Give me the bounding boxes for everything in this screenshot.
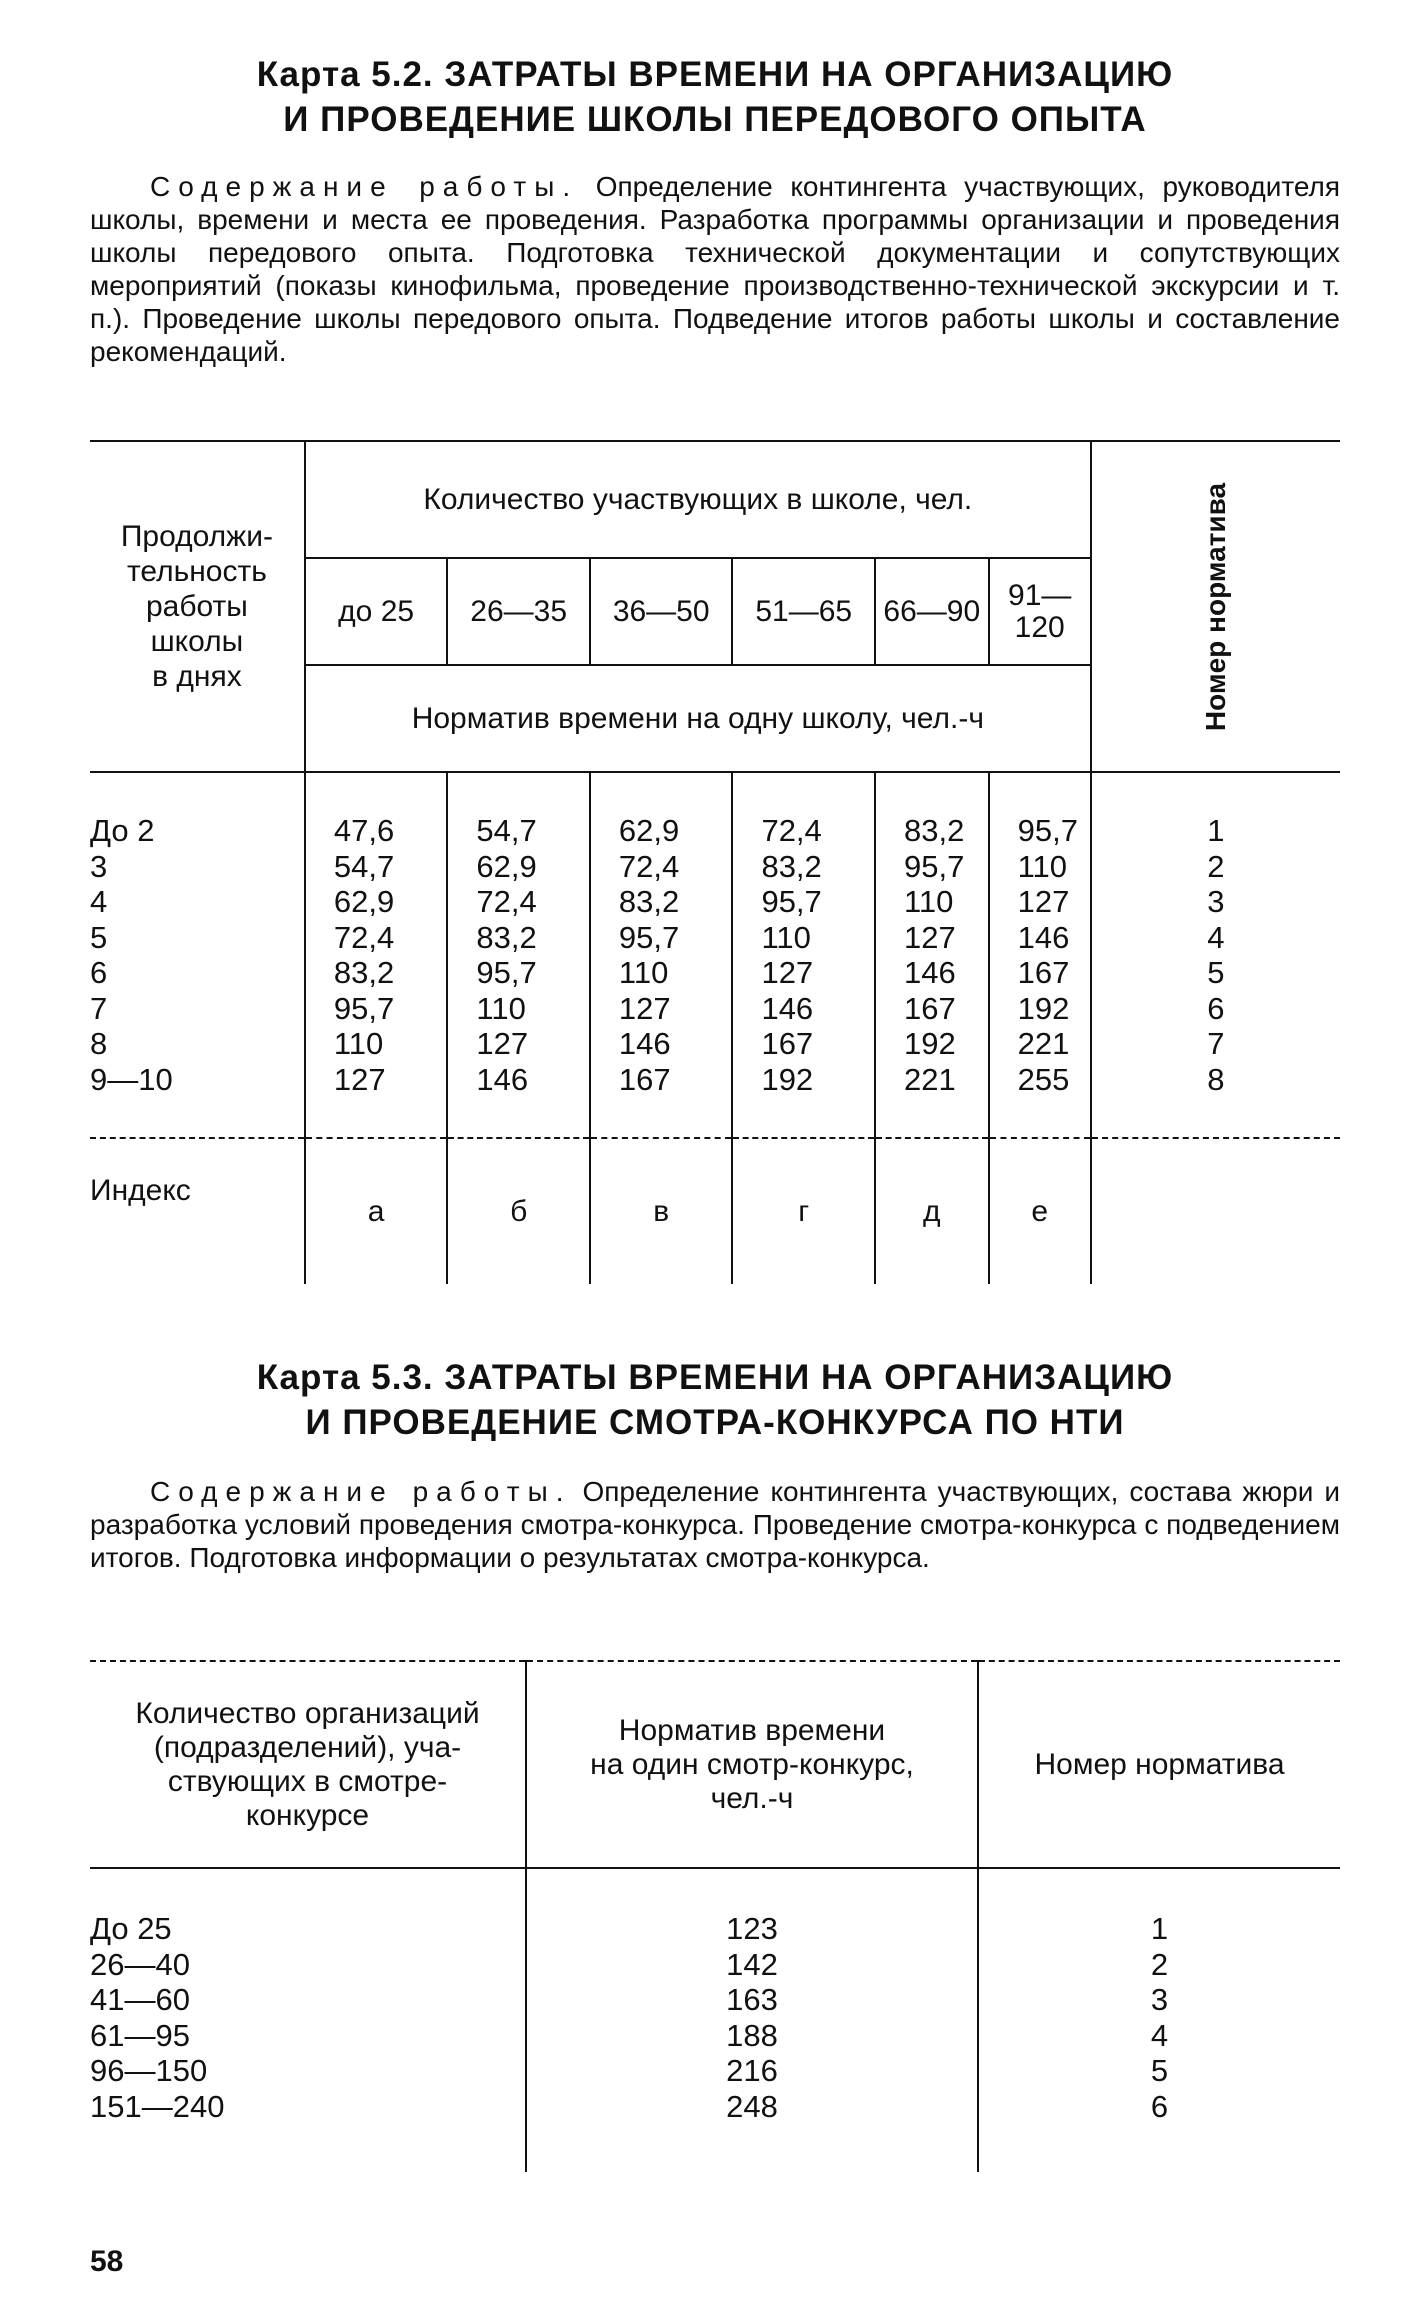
norm-value-cell: 83,2 — [333, 955, 395, 990]
norm-value-cell: 110 — [618, 955, 669, 990]
norm-number-cell: 2 — [1150, 1946, 1169, 1982]
norm-value-cell: 221 — [903, 1061, 956, 1097]
norm-number-cell: 5 — [1150, 2053, 1169, 2088]
index-letter: б — [447, 1138, 590, 1284]
card-5-2-title-line2: И ПРОВЕДЕНИЕ ШКОЛЫ ПЕРЕДОВОГО ОПЫТА — [283, 100, 1147, 139]
norm-value-cell: 110 — [903, 884, 954, 919]
norm-value-cell: 192 — [761, 1061, 814, 1097]
card-5-2-content-label: Содержание работы. — [150, 171, 579, 202]
days-cell: 9—10 — [90, 1061, 173, 1097]
norm-value-cell: 83,2 — [476, 919, 537, 955]
value-column — [875, 772, 989, 1138]
norm-value-cell: 110 — [1017, 848, 1068, 884]
norm-value-cell: 167 — [618, 1061, 671, 1097]
norm-value-cell: 62,9 — [333, 884, 395, 919]
index-letter: д — [875, 1138, 989, 1284]
index-letter: е — [989, 1138, 1091, 1284]
value-column — [732, 772, 875, 1138]
index-letter: а — [305, 1138, 448, 1284]
norm-value-cell: 83,2 — [761, 848, 822, 884]
col-header-norm-number: Номер норматива — [978, 1661, 1340, 1868]
norm-value-cell: 127 — [333, 1061, 386, 1097]
days-cell: 5 — [90, 919, 108, 955]
norm-value-cell: 127 — [476, 1026, 529, 1061]
norm-value-cell: 127 — [618, 990, 671, 1026]
row-header-line: школы — [150, 625, 244, 658]
data-rows — [90, 772, 1340, 1138]
norm-number-header — [1091, 441, 1340, 772]
norm-value-cell: 146 — [903, 955, 956, 990]
days-cell: 3 — [90, 848, 108, 884]
card-5-3-content-label: Содержание работы. — [150, 1476, 572, 1507]
row-header-line: в днях — [152, 660, 242, 693]
norm-value-cell: 221 — [1017, 1026, 1070, 1061]
index-letter: г — [732, 1138, 875, 1284]
unit-header: Норматив времени на одну школу, чел.-ч — [411, 701, 984, 735]
norm-value-cell: 146 — [761, 990, 814, 1026]
norm-value-cell: 167 — [903, 990, 956, 1026]
norm-value-cell: 142 — [726, 1946, 778, 1982]
count-cell: 41—60 — [90, 1982, 190, 2017]
col-header-line: ствующих в смотре- — [167, 1764, 448, 1798]
norm-value-cell: 146 — [476, 1061, 529, 1097]
value-column — [305, 772, 448, 1138]
row-header-line: Продолжи- — [120, 520, 273, 553]
norm-number-cell: 4 — [1150, 2017, 1169, 2053]
norm-value-cell: 167 — [1017, 955, 1070, 990]
days-cell: 6 — [90, 955, 108, 990]
norm-value-cell: 95,7 — [476, 955, 537, 990]
norm-number-cell: 1 — [1207, 813, 1225, 848]
count-cell: 96—150 — [90, 2053, 208, 2088]
norm-value-cell: 188 — [726, 2017, 778, 2053]
norm-value-cell: 95,7 — [761, 884, 822, 919]
index-empty — [1091, 1138, 1340, 1284]
norm-value-cell: 127 — [903, 919, 956, 955]
days-cell: До 2 — [90, 813, 155, 848]
col-header-line: на один смотр-конкурс, — [590, 1747, 914, 1781]
days-column — [90, 772, 305, 1138]
norm-number-cell: 8 — [1207, 1061, 1225, 1097]
value-column — [447, 772, 590, 1138]
norm-value-cell: 72,4 — [333, 919, 395, 955]
group-header-participants: Количество участвующих в школе, чел. — [305, 441, 1091, 558]
norm-value-cell: 83,2 — [618, 884, 680, 919]
range-header: до 25 — [305, 558, 448, 665]
col-header-line: чел.-ч — [710, 1781, 794, 1815]
col-header-line: конкурсе — [245, 1798, 370, 1832]
col-header-time-norm — [526, 1661, 978, 1868]
norm-number-column — [1091, 772, 1340, 1138]
norm-value-cell: 72,4 — [476, 884, 537, 919]
numbers-column — [978, 1868, 1340, 2172]
norm-number-cell: 7 — [1207, 1026, 1225, 1061]
norm-value-cell: 95,7 — [903, 848, 965, 884]
norm-value-cell: 54,7 — [476, 813, 537, 848]
norm-value-cell: 127 — [1017, 884, 1070, 919]
norm-value-cell: 163 — [726, 1982, 778, 2017]
page-number: 58 — [90, 2245, 124, 2278]
card-5-3-content-text: Определение контингента участвующих, состава жюри и разработка условий проведения смотра-конкурса. Проведение смотра-конкурса с подведением итогов. Подготовка информации о результатах смотра-конкурса. — [90, 1476, 1340, 1573]
norm-value-cell: 123 — [726, 1911, 778, 1946]
counts-column — [90, 1868, 526, 2172]
row-header-line: работы — [145, 590, 248, 623]
col-header-line: Количество организаций — [135, 1696, 480, 1730]
card-5-2-content-text: Определение контингента участвующих, руководителя школы, времени и места ее проведения. Разработка программы организации и проведения школы передового опыта. Подготовка технической документации и сопутствующих мероприятий (показы кинофильма, проведение производственно-технической экскурсии и т. п.). Проведение школы передового опыта. Подведение итогов работы школы и составление рекомендаций. — [90, 171, 1340, 367]
norm-value-cell: 146 — [1017, 919, 1070, 955]
count-cell: 61—95 — [90, 2017, 190, 2053]
card-5-2-content — [90, 170, 1340, 368]
card-5-2-table — [90, 440, 1340, 1284]
norm-number-cell: 6 — [1150, 2088, 1169, 2124]
norm-number-cell: 1 — [1150, 1911, 1169, 1946]
range-header: 66—90 — [875, 558, 989, 665]
index-row — [90, 1138, 1340, 1284]
norm-value-cell: 72,4 — [761, 813, 822, 848]
count-cell: До 25 — [90, 1911, 172, 1946]
norm-value-cell: 110 — [476, 990, 526, 1026]
range-header: 91— 120 — [989, 558, 1091, 665]
range-header: 36—50 — [590, 558, 733, 665]
count-cell: 26—40 — [90, 1946, 190, 1982]
norm-value-cell: 146 — [618, 1026, 671, 1061]
norm-value-cell: 192 — [1017, 990, 1070, 1026]
range-header: 51—65 — [732, 558, 875, 665]
norm-value-cell: 83,2 — [903, 813, 965, 848]
col-header-line: Норматив времени — [618, 1713, 886, 1747]
norms-column — [526, 1868, 978, 2172]
col-header-organizations — [90, 1661, 526, 1868]
row-header-duration — [90, 441, 305, 772]
card-5-3-title-line1: Карта 5.3. ЗАТРАТЫ ВРЕМЕНИ НА ОРГАНИЗАЦИЮ — [256, 1358, 1174, 1397]
col-header-line: (подразделений), уча- — [153, 1730, 462, 1764]
index-label: Индекс — [90, 1138, 305, 1284]
norm-value-cell: 54,7 — [333, 848, 395, 884]
card-5-3-table — [90, 1660, 1340, 2172]
norm-number-cell: 3 — [1207, 884, 1225, 919]
norm-value-cell: 62,9 — [476, 848, 537, 884]
norm-value-cell: 95,7 — [333, 990, 395, 1026]
norm-value-cell: 110 — [761, 919, 811, 955]
norm-value-cell: 127 — [761, 955, 814, 990]
norm-value-cell: 167 — [761, 1026, 814, 1061]
days-cell: 8 — [90, 1026, 108, 1061]
norm-number-cell: 3 — [1150, 1982, 1169, 2017]
norm-number-cell: 6 — [1207, 990, 1225, 1026]
card-5-3-title-line2: И ПРОВЕДЕНИЕ СМОТРА-КОНКУРСА ПО НТИ — [305, 1403, 1125, 1442]
card-5-2-title — [90, 52, 1340, 142]
norm-number-header-text: Номер норматива — [1199, 482, 1231, 731]
row-header-line: тельность — [127, 555, 267, 588]
norm-number-cell: 5 — [1207, 955, 1225, 990]
norm-number-cell: 2 — [1207, 848, 1225, 884]
norm-value-cell: 192 — [903, 1026, 956, 1061]
value-column — [989, 772, 1091, 1138]
value-column — [590, 772, 733, 1138]
norm-value-cell: 248 — [726, 2088, 778, 2124]
norm-value-cell: 72,4 — [618, 848, 680, 884]
norm-value-cell: 110 — [333, 1026, 384, 1061]
norm-value-cell: 255 — [1017, 1061, 1070, 1097]
data-rows — [90, 1868, 1340, 2172]
norm-value-cell: 95,7 — [618, 919, 680, 955]
card-5-3-content — [90, 1475, 1340, 1574]
range-header: 26—35 — [447, 558, 590, 665]
norm-value-cell: 95,7 — [1017, 813, 1078, 848]
count-cell: 151—240 — [90, 2088, 225, 2124]
days-cell: 4 — [90, 884, 108, 919]
norm-number-cell: 4 — [1207, 919, 1225, 955]
norm-value-cell: 47,6 — [333, 813, 395, 848]
norm-value-cell: 216 — [726, 2053, 778, 2088]
norm-value-cell: 62,9 — [618, 813, 680, 848]
card-5-3-title — [90, 1355, 1340, 1445]
card-5-2-title-line1: Карта 5.2. ЗАТРАТЫ ВРЕМЕНИ НА ОРГАНИЗАЦИЮ — [256, 55, 1174, 94]
index-letter: в — [590, 1138, 733, 1284]
days-cell: 7 — [90, 990, 108, 1026]
